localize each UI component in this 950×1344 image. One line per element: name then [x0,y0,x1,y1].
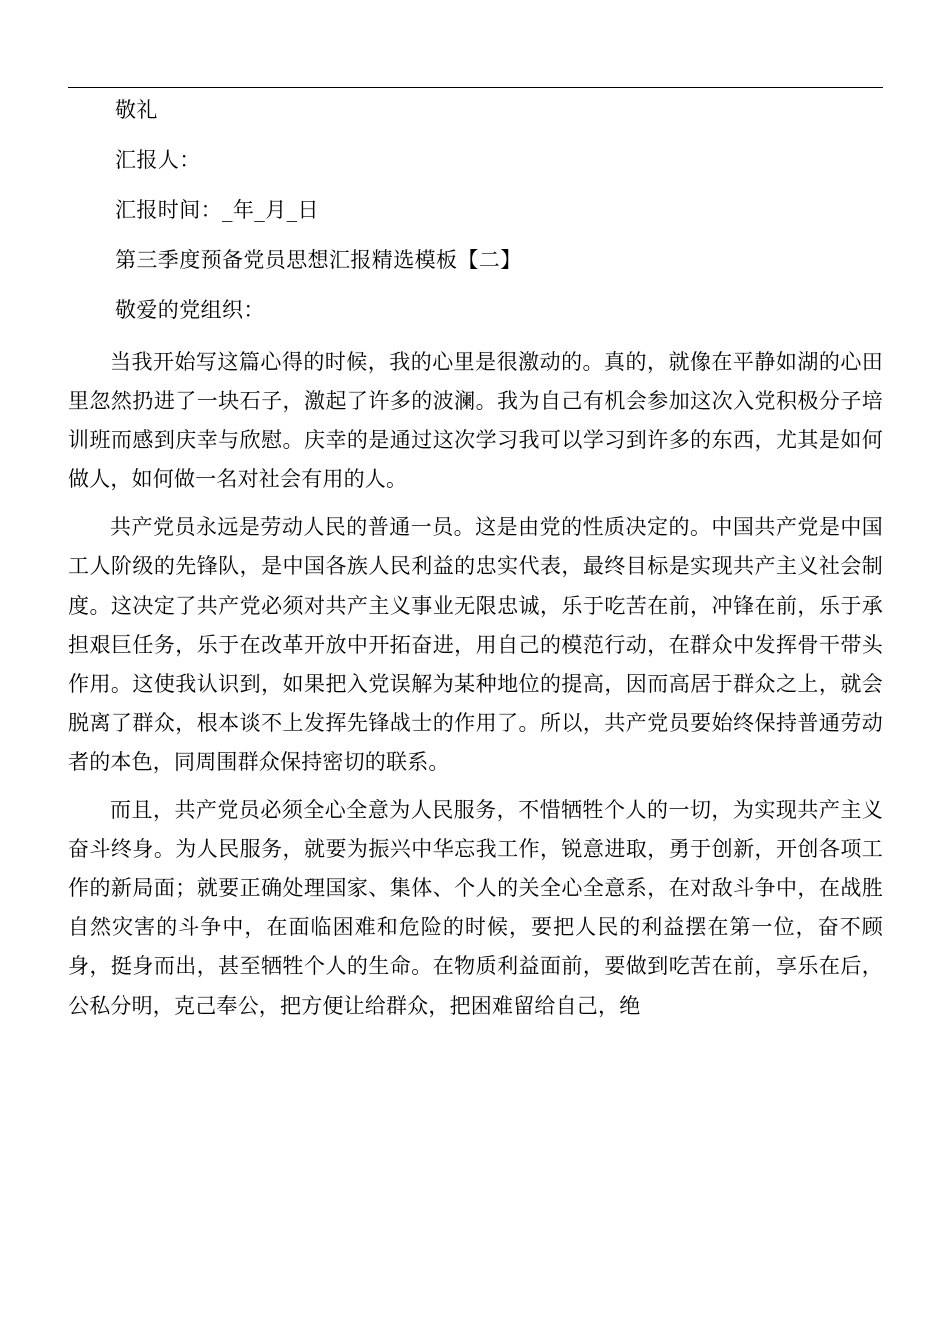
paragraph: 当我开始写这篇心得的时候，我的心里是很激动的。真的，就像在平静如湖的心田里忽然扔进了一块石子，激起了许多的波澜。我为自己有机会参加这次入党积极分子培训班而感到庆幸与欣慰。庆幸的是通过这次学习我可以学习到许多的东西，尤其是如何做人，如何做一名对社会有用的人。 [68,350,883,492]
report-time: 汇报时间：_年_月_日 [115,198,319,222]
paragraph: 共产党员永远是劳动人民的普通一员。这是由党的性质决定的。中国共产党是中国工人阶级的先锋队，是中国各族人民利益的忠实代表，最终目标是实现共产主义社会制度。这决定了共产党必须对共产主义事业无限忠诚，乐于吃苦在前，冲锋在前，乐于承担艰巨任务，乐于在改革开放中开拓奋进，用自己的模范行动，在群众中发挥骨干带头作用。这使我认识到，如果把入党误解为某种地位的提高，因而高居于群众之上，就会脱离了群众，根本谈不上发挥先锋战士的作用了。所以，共产党员要始终保持普通劳动者的本色，同周围群众保持密切的联系。 [68,515,883,774]
header-rule [68,87,883,88]
section-title: 第三季度预备党员思想汇报精选模板【二】 [115,248,522,272]
greeting: 敬爱的党组织： [115,298,265,322]
closing-salutation: 敬礼 [115,98,158,122]
document-page [68,93,883,1026]
paragraph: 而且，共产党员必须全心全意为人民服务，不惜牺牲个人的一切，为实现共产主义奋斗终身。为人民服务，就要为振兴中华忘我工作，锐意进取，勇于创新，开创各项工作的新局面；就要正确处理国家、集体、个人的关全心全意系，在对敌斗争中，在战胜自然灾害的斗争中，在面临困难和危险的时候，要把人民的利益摆在第一位，奋不顾身，挺身而出，甚至牺牲个人的生命。在物质利益面前，要做到吃苦在前，享乐在后，公私分明，克己奉公，把方便让给群众，把困难留给自己，绝 [68,798,883,1018]
reporter-label: 汇报人： [115,148,201,172]
body-text [68,343,883,1026]
